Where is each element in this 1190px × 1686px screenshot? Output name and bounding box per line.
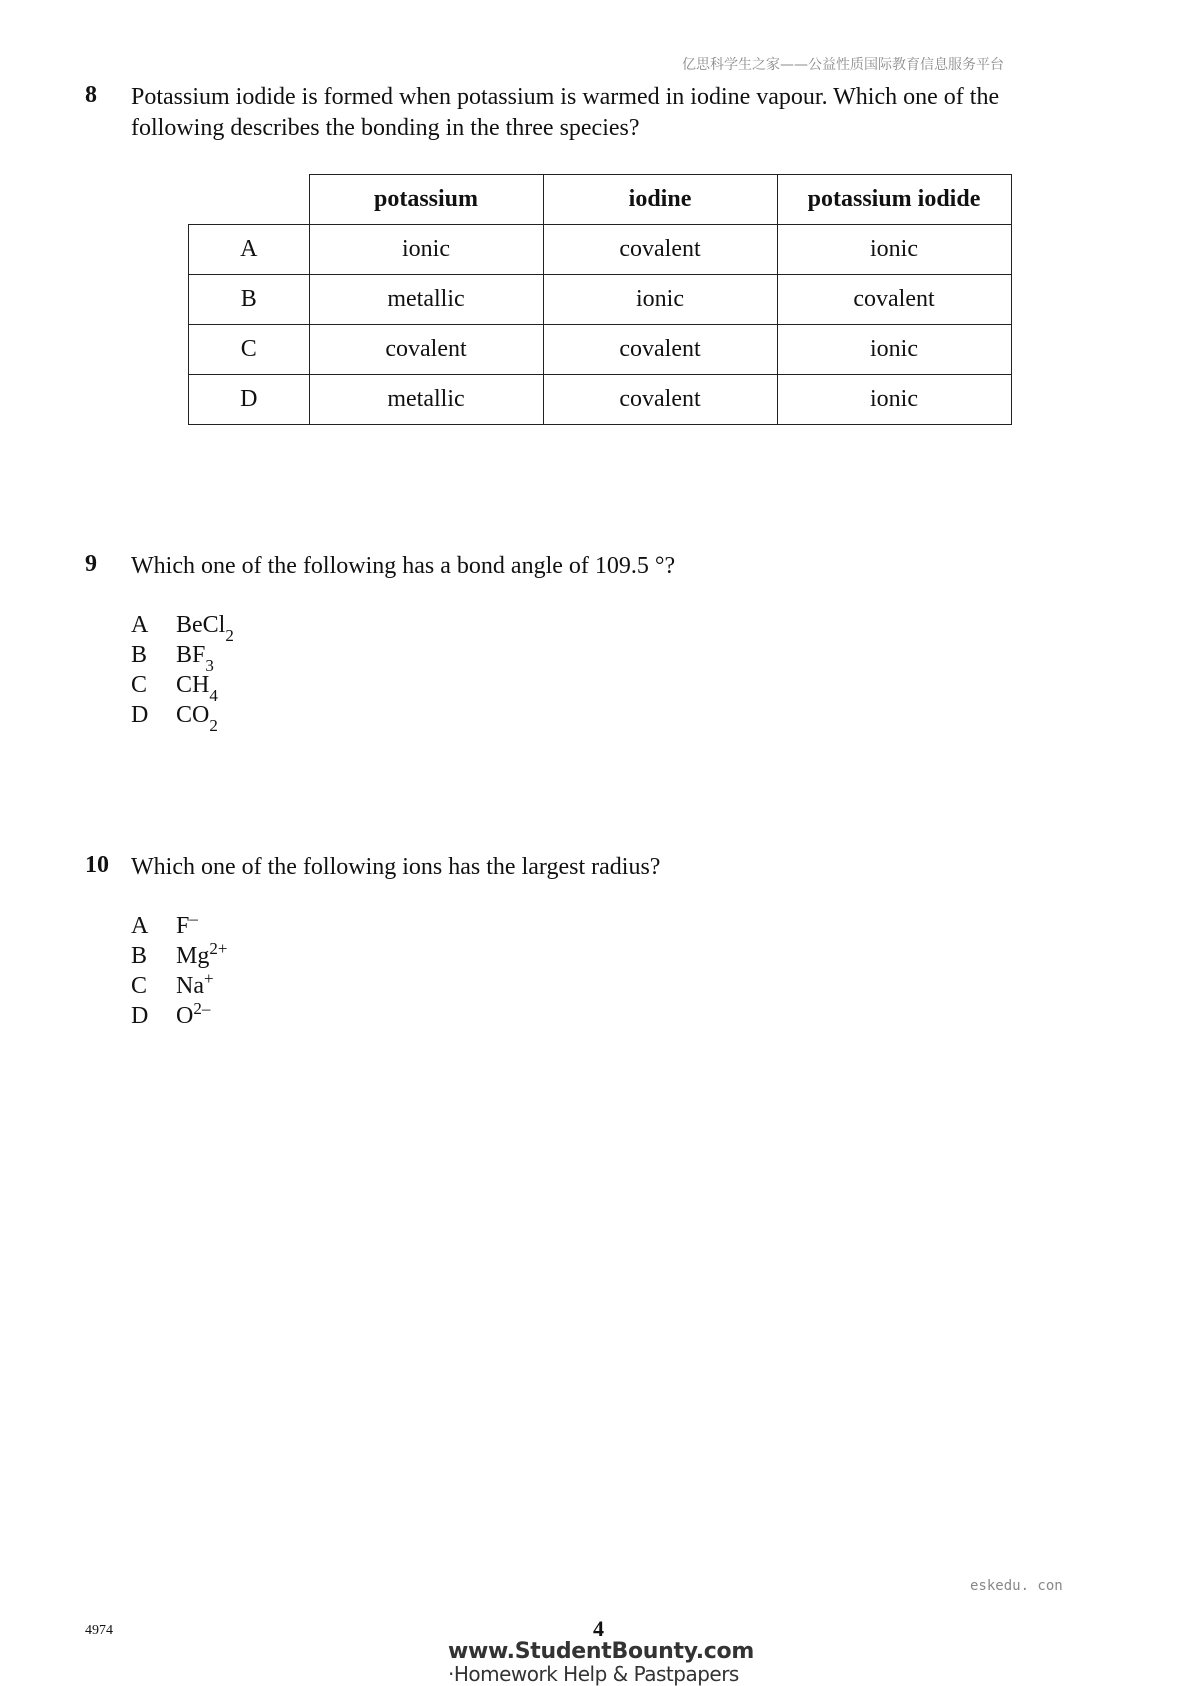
- table-row: [189, 275, 1012, 325]
- bonding-table: [188, 174, 1012, 425]
- logo-url: www.StudentBounty.com: [448, 1639, 754, 1664]
- option-formula: $Mg^{2+}$: [176, 939, 228, 969]
- table-cell: metallic: [309, 275, 543, 325]
- paper-code: 4974: [85, 1623, 113, 1638]
- option-formula: BeCl$_2$: [176, 612, 234, 645]
- row-label: B: [189, 275, 310, 325]
- site-watermark: eskedu. con: [970, 1578, 1063, 1594]
- table-cell: ionic: [777, 325, 1011, 375]
- option-letter: D: [131, 702, 149, 728]
- option-letter: B: [131, 642, 148, 668]
- question-8-line-2: following describes the bonding in the three species?: [131, 115, 640, 141]
- column-header-iodine: iodine: [543, 175, 777, 225]
- table-cell: covalent: [543, 375, 777, 425]
- header-watermark: 亿思科学生之家——公益性质国际教育信息服务平台: [682, 57, 1004, 73]
- option-formula: F–: [176, 909, 198, 939]
- option-letter: D: [131, 1003, 149, 1029]
- logo-tagline: ·Homework Help & Pastpapers: [448, 1662, 739, 1686]
- option-letter: C: [131, 672, 148, 698]
- question-9-number: 9: [85, 551, 97, 577]
- table-row: [189, 225, 1012, 275]
- table-cell: metallic: [309, 375, 543, 425]
- table-cell: covalent: [777, 275, 1011, 325]
- table-cell: ionic: [543, 275, 777, 325]
- option-letter: A: [131, 913, 149, 939]
- row-label: C: [189, 325, 310, 375]
- table-row: [189, 325, 1012, 375]
- option-formula: $BF_3$: [176, 642, 214, 675]
- table-header-row: [189, 175, 1012, 225]
- table-cell: ionic: [309, 225, 543, 275]
- question-8-line-1: Potassium iodide is formed when potassium is warmed in iodine vapour. Which one of the: [131, 84, 1000, 110]
- option-letter: C: [131, 973, 148, 999]
- question-8-text: [131, 82, 999, 144]
- row-label: D: [189, 375, 310, 425]
- table-cell: covalent: [543, 225, 777, 275]
- option-letter: A: [131, 612, 149, 638]
- option-formula: $O^{2-}$: [176, 999, 211, 1029]
- table-cell: covalent: [543, 325, 777, 375]
- table-row: [189, 375, 1012, 425]
- question-10-number: 10: [85, 852, 109, 878]
- row-label: A: [189, 225, 310, 275]
- table-cell: covalent: [309, 325, 543, 375]
- studentbounty-logo[interactable]: [448, 1639, 754, 1686]
- option-formula: $CH_4$: [176, 672, 218, 705]
- option-letter: B: [131, 943, 148, 969]
- option-formula: $CO_2$: [176, 702, 218, 735]
- table-corner-cell: [189, 175, 310, 225]
- question-8-number: 8: [85, 82, 97, 108]
- column-header-potassium-iodide: potassium iodide: [777, 175, 1011, 225]
- column-header-potassium: potassium: [309, 175, 543, 225]
- question-9-text: Which one of the following has a bond angle of 109.5 °?: [131, 553, 676, 579]
- table-cell: ionic: [777, 225, 1011, 275]
- question-10-text: Which one of the following ions has the largest radius?: [131, 854, 661, 880]
- page-number: 4: [593, 1616, 604, 1641]
- table-cell: ionic: [777, 375, 1011, 425]
- option-formula: Na+: [176, 969, 214, 999]
